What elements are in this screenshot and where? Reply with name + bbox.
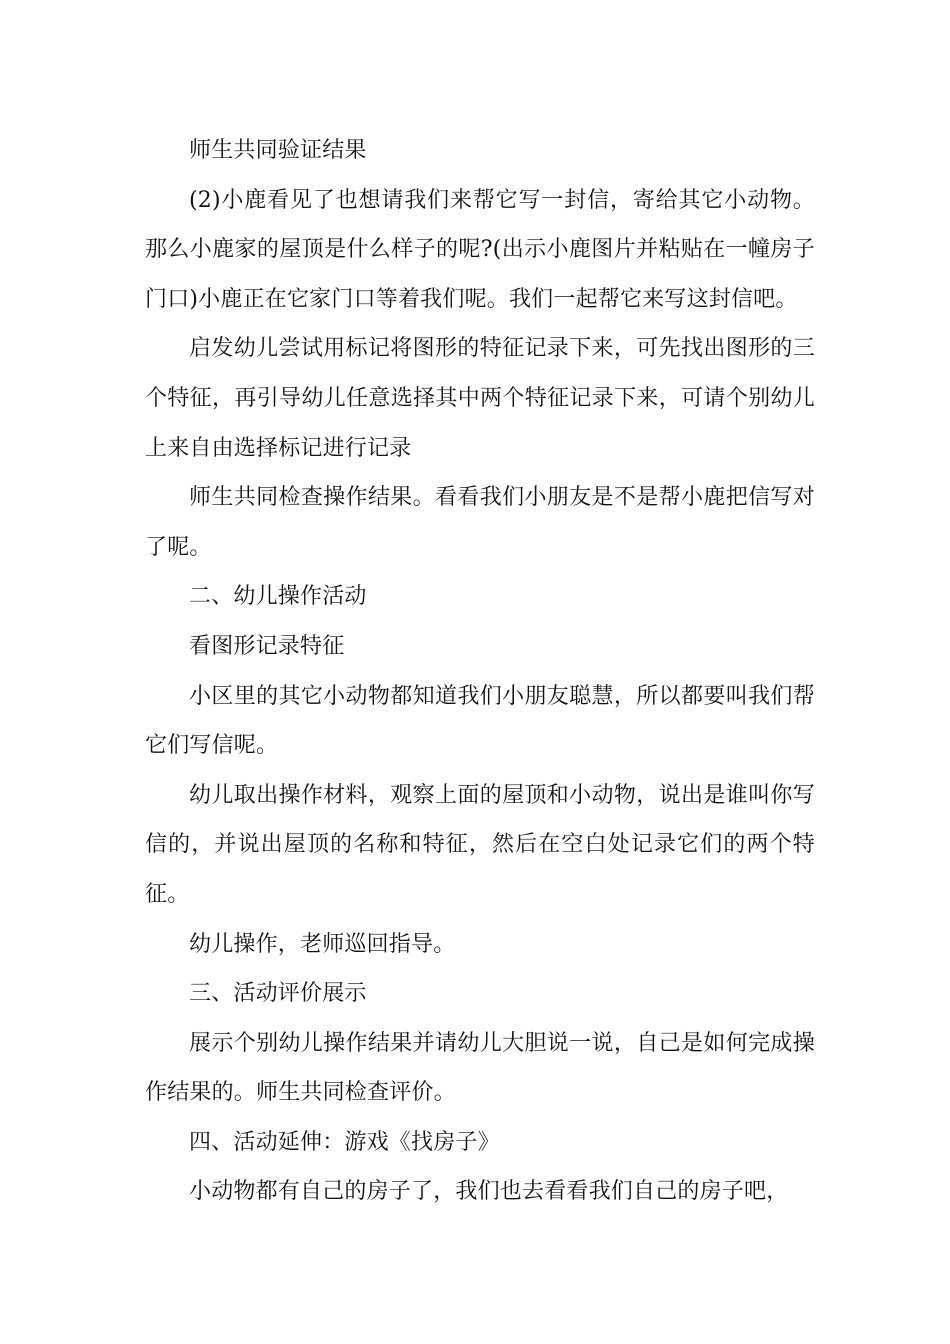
paragraph-other-animals: 小区里的其它小动物都知道我们小朋友聪慧，所以都要叫我们帮它们写信呢。 xyxy=(145,683,815,759)
paragraph-record-features: 启发幼儿尝试用标记将图形的特征记录下来，可先找出图形的三个特征，再引导幼儿任意选择其中两个特征记录下来，可请个别幼儿上来自由选择标记进行记录 xyxy=(145,336,815,461)
heading-child-activity: 二、幼儿操作活动 xyxy=(189,584,367,610)
paragraph-check-result: 师生共同检查操作结果。看看我们小朋友是不是帮小鹿把信写对了呢。 xyxy=(145,485,815,560)
heading-evaluation: 三、活动评价展示 xyxy=(189,981,367,1007)
paragraph-show-results: 展示个别幼儿操作结果并请幼儿大胆说一说，自己是如何完成操作结果的。师生共同检查评价。 xyxy=(145,1030,815,1106)
heading-extension-game: 四、活动延伸：游戏《找房子》 xyxy=(189,1129,500,1155)
paragraph-verify-result: 师生共同验证结果 xyxy=(189,138,367,163)
paragraph-deer-letter: (2)小鹿看见了也想请我们来帮它写一封信，寄给其它小动物。那么小鹿家的屋顶是什么样子的呢?(出示小鹿图片并粘贴在一幢房子门口)小鹿正在它家门口等着我们呢。我们一起帮它来写这封信吧。 xyxy=(145,187,815,312)
subheading-shape-features: 看图形记录特征 xyxy=(189,633,345,659)
document-body xyxy=(145,126,815,1217)
paragraph-own-house: 小动物都有自己的房子了，我们也去看看我们自己的房子吧， xyxy=(189,1179,789,1205)
paragraph-operate-materials: 幼儿取出操作材料，观察上面的屋顶和小动物，说出是谁叫你写信的，并说出屋顶的名称和特征，然后在空白处记录它们的两个特征。 xyxy=(145,782,815,907)
paragraph-teacher-guide: 幼儿操作，老师巡回指导。 xyxy=(189,931,456,957)
